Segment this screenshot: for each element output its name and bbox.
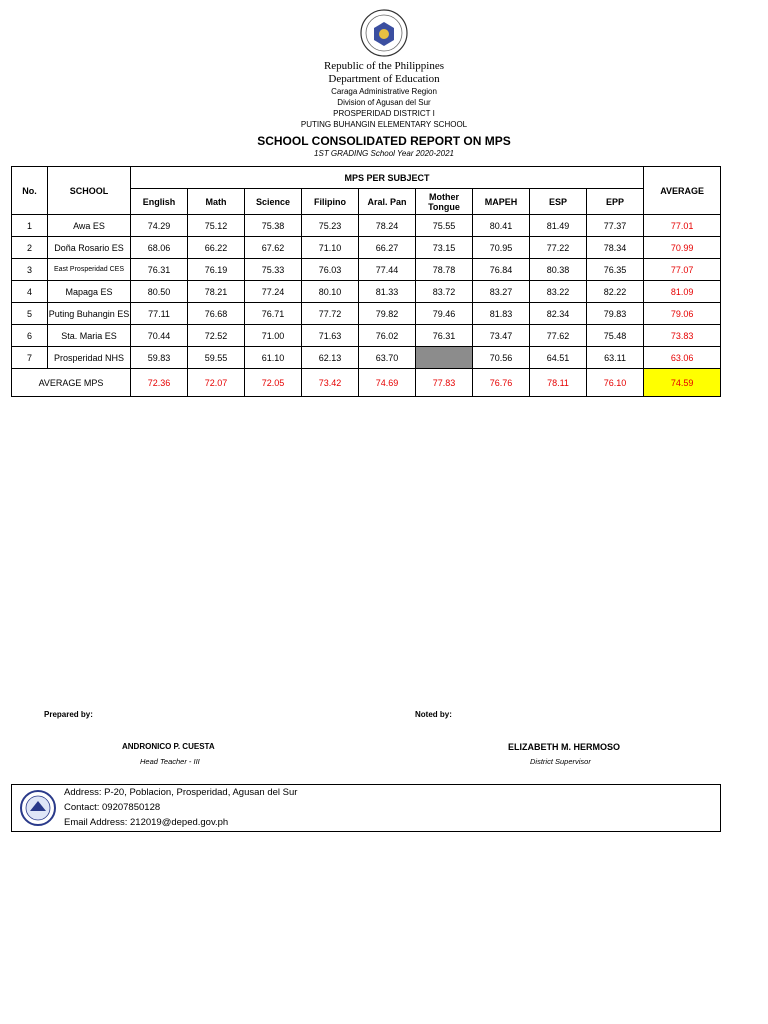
mps-value-cell: 82.22 bbox=[587, 281, 644, 303]
subject-header: Filipino bbox=[302, 189, 359, 215]
subject-header: EPP bbox=[587, 189, 644, 215]
school-name: Awa ES bbox=[48, 215, 131, 237]
mps-value-cell: 71.10 bbox=[302, 237, 359, 259]
mps-value-cell: 76.02 bbox=[359, 325, 416, 347]
school-average-cell: 63.06 bbox=[644, 347, 721, 369]
mps-value-cell: 79.83 bbox=[587, 303, 644, 325]
table-body bbox=[12, 215, 721, 397]
mps-value-cell: 81.83 bbox=[473, 303, 530, 325]
col-average-header: AVERAGE bbox=[644, 167, 721, 215]
prepared-by-role: Head Teacher - III bbox=[140, 757, 200, 766]
subject-average-cell: 76.10 bbox=[587, 369, 644, 397]
footer-contact: Contact: 09207850128 bbox=[64, 802, 161, 813]
mps-value-cell: 72.52 bbox=[188, 325, 245, 347]
school-name: Mapaga ES bbox=[48, 281, 131, 303]
mps-value-cell: 77.37 bbox=[587, 215, 644, 237]
subject-header: English bbox=[131, 189, 188, 215]
document-header bbox=[0, 8, 768, 159]
mps-value-cell: 76.68 bbox=[188, 303, 245, 325]
school-average-cell: 73.83 bbox=[644, 325, 721, 347]
subject-header: Math bbox=[188, 189, 245, 215]
mps-value-cell: 77.24 bbox=[245, 281, 302, 303]
report-subtitle: 1ST GRADING School Year 2020-2021 bbox=[314, 149, 454, 158]
col-no-header: No. bbox=[12, 167, 48, 215]
table-row bbox=[12, 325, 721, 347]
table-row bbox=[12, 237, 721, 259]
row-number: 3 bbox=[12, 259, 48, 281]
school-average-cell: 81.09 bbox=[644, 281, 721, 303]
district-line: PROSPERIDAD DISTRICT I bbox=[333, 109, 435, 118]
mps-value-cell: 83.22 bbox=[530, 281, 587, 303]
mps-value-cell: 70.95 bbox=[473, 237, 530, 259]
mps-value-cell: 71.00 bbox=[245, 325, 302, 347]
mps-value-cell: 81.49 bbox=[530, 215, 587, 237]
mps-value-cell: 77.72 bbox=[302, 303, 359, 325]
subject-average-cell: 72.07 bbox=[188, 369, 245, 397]
school-seal-icon bbox=[18, 789, 58, 827]
school-average-cell: 70.99 bbox=[644, 237, 721, 259]
row-number: 4 bbox=[12, 281, 48, 303]
mps-value-cell: 83.27 bbox=[473, 281, 530, 303]
mps-value-cell: 80.50 bbox=[131, 281, 188, 303]
mps-value-cell: 75.23 bbox=[302, 215, 359, 237]
row-number: 5 bbox=[12, 303, 48, 325]
mps-value-cell: 61.10 bbox=[245, 347, 302, 369]
mps-value-cell: 63.70 bbox=[359, 347, 416, 369]
mps-value-cell: 80.41 bbox=[473, 215, 530, 237]
mps-value-cell: 77.62 bbox=[530, 325, 587, 347]
mps-value-cell: 70.44 bbox=[131, 325, 188, 347]
subject-header: ESP bbox=[530, 189, 587, 215]
average-mps-row bbox=[12, 369, 721, 397]
noted-by-label: Noted by: bbox=[415, 710, 452, 719]
row-number: 7 bbox=[12, 347, 48, 369]
mps-value-cell: 75.48 bbox=[587, 325, 644, 347]
subject-header: Science bbox=[245, 189, 302, 215]
noted-by-name: ELIZABETH M. HERMOSO bbox=[508, 742, 620, 752]
mps-per-subject-header: MPS PER SUBJECT bbox=[131, 167, 644, 189]
mps-value-cell: 78.24 bbox=[359, 215, 416, 237]
table-row bbox=[12, 347, 721, 369]
mps-value-cell: 66.22 bbox=[188, 237, 245, 259]
row-number: 2 bbox=[12, 237, 48, 259]
mps-value-cell: 73.47 bbox=[473, 325, 530, 347]
mps-value-cell: 75.12 bbox=[188, 215, 245, 237]
mps-value-cell: 79.82 bbox=[359, 303, 416, 325]
mps-value-cell: 77.22 bbox=[530, 237, 587, 259]
mps-value-cell: 78.21 bbox=[188, 281, 245, 303]
mps-value-cell: 64.51 bbox=[530, 347, 587, 369]
mps-value-cell: 68.06 bbox=[131, 237, 188, 259]
mps-value-cell: 79.46 bbox=[416, 303, 473, 325]
school-average-cell: 79.06 bbox=[644, 303, 721, 325]
mps-value-cell: 75.55 bbox=[416, 215, 473, 237]
average-mps-label: AVERAGE MPS bbox=[12, 369, 131, 397]
mps-value-cell: 82.34 bbox=[530, 303, 587, 325]
overall-average-cell: 74.59 bbox=[644, 369, 721, 397]
mps-value-cell: 80.10 bbox=[302, 281, 359, 303]
mps-value-cell: 77.44 bbox=[359, 259, 416, 281]
col-school-header: SCHOOL bbox=[48, 167, 131, 215]
division-line: Division of Agusan del Sur bbox=[337, 98, 431, 107]
mps-value-cell: 76.35 bbox=[587, 259, 644, 281]
subject-average-cell: 76.76 bbox=[473, 369, 530, 397]
mps-value-cell: 71.63 bbox=[302, 325, 359, 347]
table-row bbox=[12, 259, 721, 281]
mps-value-cell: 75.33 bbox=[245, 259, 302, 281]
footer-contact-box bbox=[11, 784, 721, 832]
subject-header: MAPEH bbox=[473, 189, 530, 215]
mps-value-cell: 76.84 bbox=[473, 259, 530, 281]
mps-value-cell: 76.31 bbox=[131, 259, 188, 281]
mps-value-cell: 59.55 bbox=[188, 347, 245, 369]
mps-value-cell: 73.15 bbox=[416, 237, 473, 259]
school-name: East Prosperidad CES bbox=[48, 259, 131, 281]
mps-value-cell: 70.56 bbox=[473, 347, 530, 369]
school-name: Prosperidad NHS bbox=[48, 347, 131, 369]
footer-address: Address: P-20, Poblacion, Prosperidad, Agusan del Sur bbox=[64, 787, 298, 798]
mps-value-cell: 83.72 bbox=[416, 281, 473, 303]
mps-value-cell: 67.62 bbox=[245, 237, 302, 259]
mps-value-cell: 74.29 bbox=[131, 215, 188, 237]
table-row bbox=[12, 281, 721, 303]
subject-average-cell: 73.42 bbox=[302, 369, 359, 397]
school-name: Puting Buhangin ES bbox=[48, 303, 131, 325]
prepared-by-name: ANDRONICO P. CUESTA bbox=[122, 742, 215, 751]
subject-average-cell: 72.36 bbox=[131, 369, 188, 397]
table-row bbox=[12, 215, 721, 237]
mps-value-cell: 78.78 bbox=[416, 259, 473, 281]
subject-average-cell: 72.05 bbox=[245, 369, 302, 397]
subject-header: Aral. Pan bbox=[359, 189, 416, 215]
mps-value-cell: 76.19 bbox=[188, 259, 245, 281]
school-average-cell: 77.01 bbox=[644, 215, 721, 237]
mps-value-cell: 75.38 bbox=[245, 215, 302, 237]
mps-value-cell bbox=[416, 347, 473, 369]
school-name: Doña Rosario ES bbox=[48, 237, 131, 259]
noted-by-role: District Supervisor bbox=[530, 757, 591, 766]
subject-average-cell: 78.11 bbox=[530, 369, 587, 397]
school-name: Sta. Maria ES bbox=[48, 325, 131, 347]
mps-table bbox=[11, 166, 721, 397]
mps-value-cell: 76.03 bbox=[302, 259, 359, 281]
table-row bbox=[12, 303, 721, 325]
school-line: PUTING BUHANGIN ELEMENTARY SCHOOL bbox=[300, 120, 468, 129]
mps-value-cell: 63.11 bbox=[587, 347, 644, 369]
mps-value-cell: 59.83 bbox=[131, 347, 188, 369]
subject-average-cell: 77.83 bbox=[416, 369, 473, 397]
row-number: 1 bbox=[12, 215, 48, 237]
school-average-cell: 77.07 bbox=[644, 259, 721, 281]
mps-value-cell: 81.33 bbox=[359, 281, 416, 303]
report-title: SCHOOL CONSOLIDATED REPORT ON MPS bbox=[257, 134, 511, 148]
prepared-by-label: Prepared by: bbox=[44, 710, 93, 719]
mps-value-cell: 76.31 bbox=[416, 325, 473, 347]
republic-line: Republic of the Philippines bbox=[323, 60, 445, 72]
mps-value-cell: 62.13 bbox=[302, 347, 359, 369]
footer-email: Email Address: 212019@deped.gov.ph bbox=[64, 817, 229, 828]
deped-seal-icon bbox=[353, 8, 415, 58]
department-line: Department of Education bbox=[328, 73, 440, 85]
subject-average-cell: 74.69 bbox=[359, 369, 416, 397]
mps-value-cell: 77.11 bbox=[131, 303, 188, 325]
subject-header: Mother Tongue bbox=[416, 189, 473, 215]
mps-value-cell: 78.34 bbox=[587, 237, 644, 259]
region-line: Caraga Administrative Region bbox=[331, 87, 437, 96]
mps-value-cell: 80.38 bbox=[530, 259, 587, 281]
mps-value-cell: 76.71 bbox=[245, 303, 302, 325]
row-number: 6 bbox=[12, 325, 48, 347]
mps-value-cell: 66.27 bbox=[359, 237, 416, 259]
